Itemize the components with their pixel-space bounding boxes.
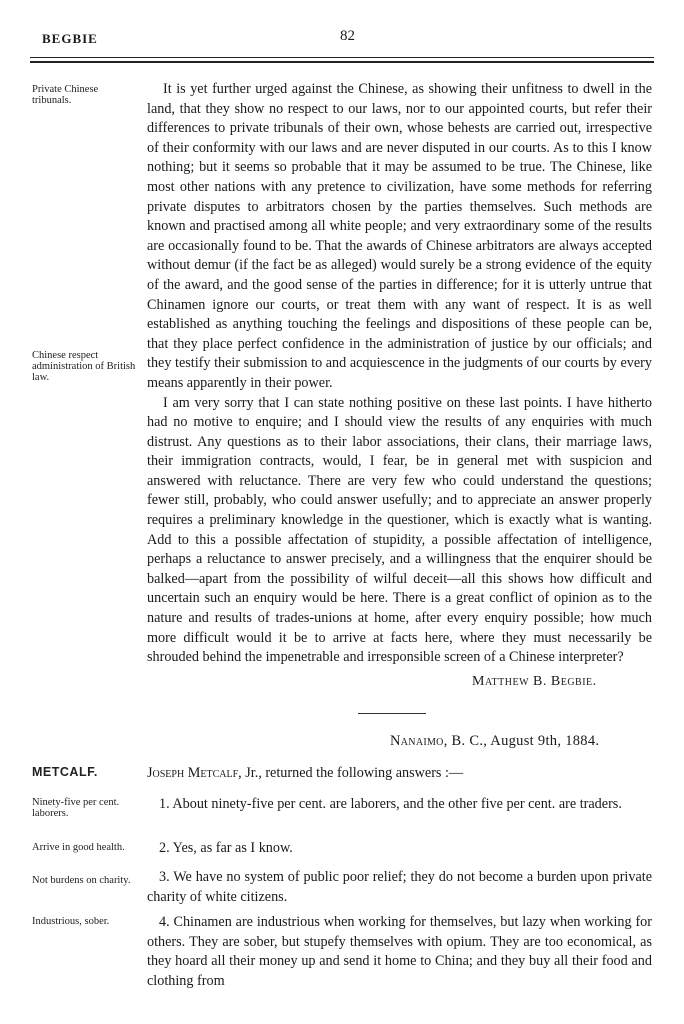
intro-text: , Jr., returned the following answers :—	[238, 765, 464, 781]
witness-name: Joseph Metcalf	[147, 765, 239, 781]
answer-2: 2. Yes, as far as I know.	[159, 840, 293, 856]
page-number: 82	[340, 28, 355, 44]
header-rule-thick	[30, 61, 654, 63]
margin-note-laborers: Ninety-five per cent. laborers.	[32, 797, 120, 819]
answer-1: 1. About ninety-five per cent. are laborers, and the other five per cent. are traders.	[159, 796, 622, 812]
begbie-paragraph-2: I am very sorry that I can state nothing positive on these last points. I have hitherto had no motive to enquire; and I should view the results of any enquiries with much distrust. Any questions as to their labor associations, their clans, their marriage laws, their immigration contracts, would, I fear, be in general met with suspicion and answered with reluctance. There are very few who could understand the questions; fewer still, probably, who could answer usefully; and to appreciate an answer properly requires a preliminary knowledge in the questioner, which is exactly what is wanting. Add to this a possible affectation of stupidity, a possible affectation of intelligence, perhaps a reluctance to answer precisely, and a willingness that the enquirer should be balked—apart from the possibility of wilful deceit—all this shows how difficult and uncertain such an enquiry would be here. There is a great conflict of opinion as to the nature and results of trades-unions at home, after every enquiry possible; how much more difficult would it be to arrive at facts here, where they must necessarily be shrouded behind the impenetrable and irresponsible screen of a Chinese interpreter?	[147, 394, 652, 666]
answer-4: 4. Chinamen are industrious when working for themselves, but lazy when working for others. They are sober, but stupefy themselves with opium. They are too economical, as they hoard all their money up and send it home to China; and they buy all their food and clothing from	[147, 914, 652, 989]
margin-heading-metcalf: METCALF.	[32, 765, 98, 779]
running-title: BEGBIE	[42, 31, 98, 46]
answer-3: 3. We have no system of public poor relief; they do not become a burden upon private charity of white citizens.	[147, 869, 652, 905]
margin-note-good-health: Arrive in good health.	[32, 842, 125, 853]
margin-note-industrious: Industrious, sober.	[32, 916, 110, 927]
begbie-paragraph-1: It is yet further urged against the Chinese, as showing their unfitness to dwell in the land, that they show no respect to our laws, nor to our appointed courts, but refer their differences to private tribunals of their own, whose behests are carried out, irrespective of their conformity with our laws and are never disputed in our courts. As to this I know nothing; but it seems so probable that it may be assumed to be true. The Chinese, like most other nations with any pretence to civilization, have some methods for referring private disputes to arbitrators chosen by the parties themselves. Such methods are known and practised among all white people; and very extraordinary some of the results are occasionally found to be. That the awards of Chinese arbitrators are always accepted without demur (if the fact be as alleged) would surely be a strong evidence of the equity of the award, and the good sense of the parties in difference; for it is utterly untrue that Chinamen ignore our courts, or treat them with any want of respect. It is as well established as anything touching the feelings and dispositions of these people can be, that they place perfect confidence in the administration of justice by our officials; and they testify their submission to and acquiescence in the judgments of our courts by every means apparently in their power.	[147, 81, 652, 391]
begbie-text	[147, 80, 652, 668]
dateline	[390, 733, 599, 750]
dateline-place: Nanaimo	[390, 733, 444, 749]
begbie-signature: Matthew B. Begbie.	[472, 674, 597, 689]
metcalf-intro	[147, 765, 463, 782]
margin-note-not-burdens: Not burdens on charity.	[32, 875, 131, 886]
section-divider	[358, 713, 426, 714]
margin-note-private-tribunals: Private Chinese tribunals.	[32, 84, 99, 106]
header-rule-thin	[30, 57, 654, 58]
margin-note-respect-law: Chinese respect administration of British law.	[32, 350, 136, 383]
dateline-date: , B. C., August 9th, 1884.	[443, 733, 600, 749]
